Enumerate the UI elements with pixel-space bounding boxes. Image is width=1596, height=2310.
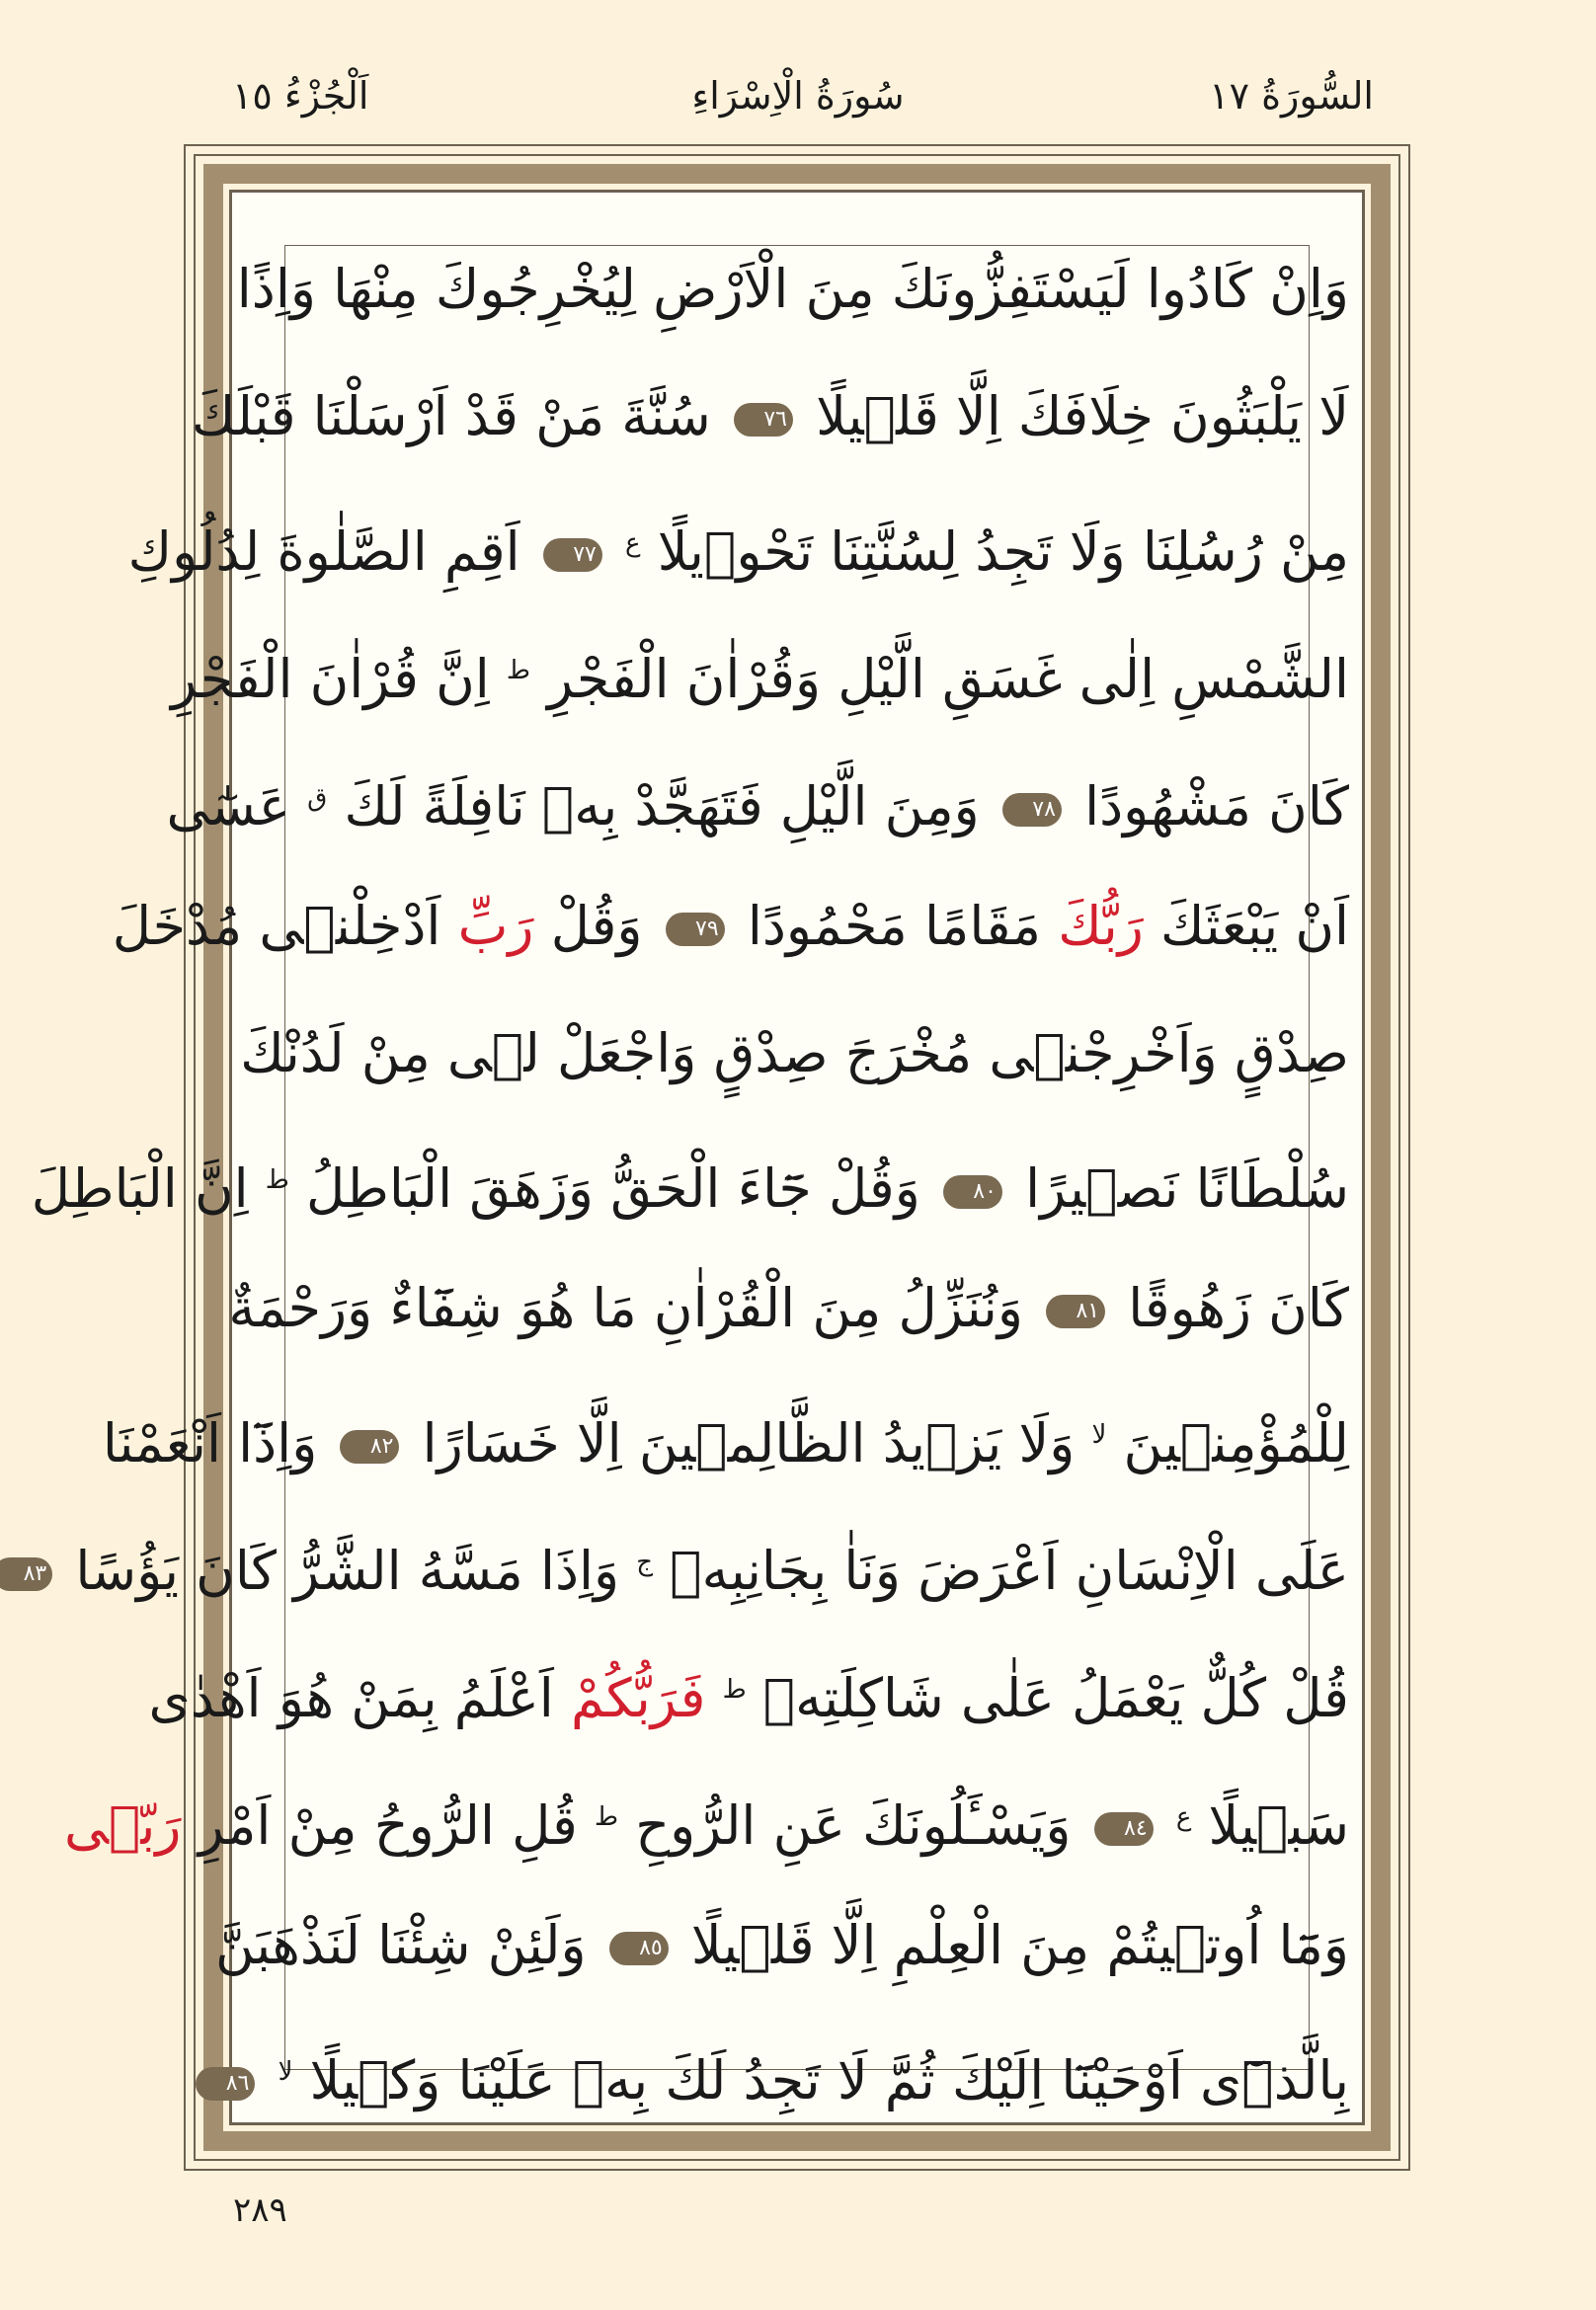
divine-name-highlight: رَبِّ	[457, 895, 534, 957]
verse-text-block	[23, 225, 1349, 2136]
verse-line	[23, 1499, 1349, 1627]
verse-text: اِنَّ الْبَاطِلَ	[31, 1157, 249, 1220]
verse-text: كَانَ زَهُوقًا	[1128, 1277, 1349, 1339]
surah-title: سُورَةُ الْاِسْرَاءِ	[691, 74, 905, 118]
verse-text: اِنَّ قُرْاٰنَ الْفَجْرِ	[171, 648, 490, 710]
ayah-number-marker: ٨٤	[1094, 1812, 1154, 1846]
verse-text: وَلَا يَزٖيدُ الظَّالِمٖينَ اِلَّا خَسَارًا	[422, 1412, 1076, 1474]
page-number: ٢٨٩	[233, 2191, 287, 2230]
ayah-number-marker: ٧٩	[666, 913, 725, 946]
verse-text: بِالَّذٖٓى اَوْحَيْنَٓا اِلَيْكَ ثُمَّ لَا تَجِدُ لَكَ بِهٖ عَلَيْنَا وَكٖيلًا	[309, 2049, 1349, 2111]
verse-line	[228, 1244, 1349, 1372]
verse-text: مِنْ رُسُلِنَا وَلَا تَجِدُ لِسُنَّتِنَا تَحْوٖيلًا	[657, 520, 1349, 583]
pause-sign: لا	[278, 2057, 293, 2087]
ayah-number-marker: ٨١	[1046, 1295, 1105, 1328]
verse-text: صِدْقٍ وَاَخْرِجْنٖى مُخْرَجَ صِدْقٍ وَاجْعَلْ لٖى مِنْ لَدُنْكَ	[240, 1022, 1349, 1084]
ayah-number-marker: ٨٢	[340, 1430, 399, 1464]
ayah-number-marker: ٨٥	[609, 1932, 669, 1965]
divine-name-highlight: فَرَبُّكُمْ	[570, 1667, 706, 1729]
verse-text: عَسٰٓى	[166, 775, 290, 837]
verse-text: الشَّمْسِ اِلٰى غَسَقِ الَّيْلِ وَقُرْاٰنَ الْفَجْرِ	[547, 648, 1349, 710]
verse-text: وَقُلْ	[550, 895, 643, 957]
verse-line	[236, 225, 1349, 353]
ayah-number-marker: ٨٦	[196, 2067, 255, 2101]
pause-sign: ق	[307, 783, 328, 813]
pause-sign: ط	[265, 1165, 289, 1195]
ayah-number-marker: ٧٨	[1002, 793, 1062, 827]
verse-text: وَنُنَزِّلُ مِنَ الْقُرْاٰنِ مَا هُوَ شِفَٓاءٌ وَرَحْمَةٌ	[228, 1277, 1023, 1339]
verse-text: قُلِ الرُّوحُ مِنْ اَمْرِ	[198, 1794, 578, 1857]
verse-text: وَقُلْ جَٓاءَ الْحَقُّ وَزَهَقَ الْبَاطِلُ	[306, 1157, 920, 1220]
verse-text: وَاِذَا مَسَّهُ الشَّرُّ كَانَ يَؤُسًا	[75, 1540, 620, 1602]
verse-text: وَاِذَٓا اَنْعَمْنَا	[102, 1412, 318, 1474]
verse-text: عَلَى الْاِنْسَانِ اَعْرَضَ وَنَاٰ بِجَانِبِهٖ	[670, 1540, 1349, 1602]
verse-line	[171, 607, 1349, 735]
verse-text: وَيَسْـَٔلُونَكَ عَنِ الرُّوحِ	[635, 1794, 1072, 1857]
verse-text: وَمَٓا اُوتٖيتُمْ مِنَ الْعِلْمِ اِلَّا قَلٖيلًا	[690, 1914, 1349, 1976]
verse-line	[112, 862, 1349, 990]
verse-text: وَاِنْ كَادُوا لَيَسْتَفِزُّونَكَ مِنَ الْاَرْضِ لِيُخْرِجُوكَ مِنْهَا وَاِذًا	[236, 258, 1349, 320]
verse-text: اَقِمِ الصَّلٰوةَ لِدُلُوكِ	[127, 520, 520, 583]
ayah-number-marker: ٨٣	[0, 1557, 52, 1591]
verse-text: اَنْ يَبْعَثَكَ	[1159, 895, 1349, 957]
verse-text: وَلَئِنْ شِئْنَا لَنَذْهَبَنَّ	[215, 1914, 587, 1976]
verse-line	[102, 1372, 1349, 1499]
verse-text: وَمِنَ الَّيْلِ فَتَهَجَّدْ بِهٖ نَافِلَةً لَكَ	[344, 775, 980, 837]
verse-text: قُلْ كُلٌّ يَعْمَلُ عَلٰى شَاكِلَتِهٖ	[762, 1667, 1349, 1729]
verse-text: لَا يَلْبَثُونَ خِلَافَكَ اِلَّا قَلٖيلًا	[816, 385, 1349, 447]
verse-line	[225, 2009, 1349, 2136]
ayah-number-marker: ٧٧	[543, 538, 602, 572]
pause-sign: ط	[722, 1675, 747, 1705]
divine-name-highlight: رَبُّكَ	[1058, 895, 1144, 957]
pause-sign: ط	[506, 656, 530, 685]
divine-name-highlight: رَبّٖى	[63, 1794, 182, 1857]
pause-sign: ع	[625, 528, 641, 558]
ayah-number-marker: ٨٠	[943, 1175, 1002, 1209]
ayah-number-marker: ٧٦	[734, 403, 793, 437]
surah-number: السُّورَةُ ١٧	[1209, 74, 1374, 118]
pause-sign: ط	[595, 1802, 619, 1832]
juz-label: اَلْجُزْءُ ١٥	[232, 74, 369, 118]
verse-line	[192, 353, 1349, 480]
pause-sign: ع	[1175, 1802, 1192, 1832]
verse-text: لِلْمُؤْمِنٖينَ	[1123, 1412, 1349, 1474]
pause-sign: لا	[1091, 1420, 1107, 1450]
verse-text: سَبٖيلًا	[1208, 1794, 1349, 1857]
pause-sign: ج	[636, 1548, 654, 1577]
verse-line	[215, 1881, 1349, 2009]
verse-line	[63, 1754, 1349, 1881]
verse-line	[240, 990, 1349, 1117]
verse-text: سُنَّةَ مَنْ قَدْ اَرْسَلْنَا قَبْلَكَ	[192, 385, 711, 447]
verse-line	[31, 1117, 1349, 1244]
verse-line	[166, 735, 1349, 862]
verse-text: اَعْلَمُ بِمَنْ هُوَ اَهْدٰى	[148, 1667, 554, 1729]
verse-line	[127, 480, 1349, 607]
verse-line	[148, 1627, 1349, 1754]
verse-text: مَقَامًا مَحْمُودًا	[747, 895, 1042, 957]
verse-text: اَدْخِلْنٖى مُدْخَلَ	[112, 895, 441, 957]
verse-text: سُلْطَانًا نَصٖيرًا	[1025, 1157, 1349, 1220]
verse-text: كَانَ مَشْهُودًا	[1084, 775, 1349, 837]
